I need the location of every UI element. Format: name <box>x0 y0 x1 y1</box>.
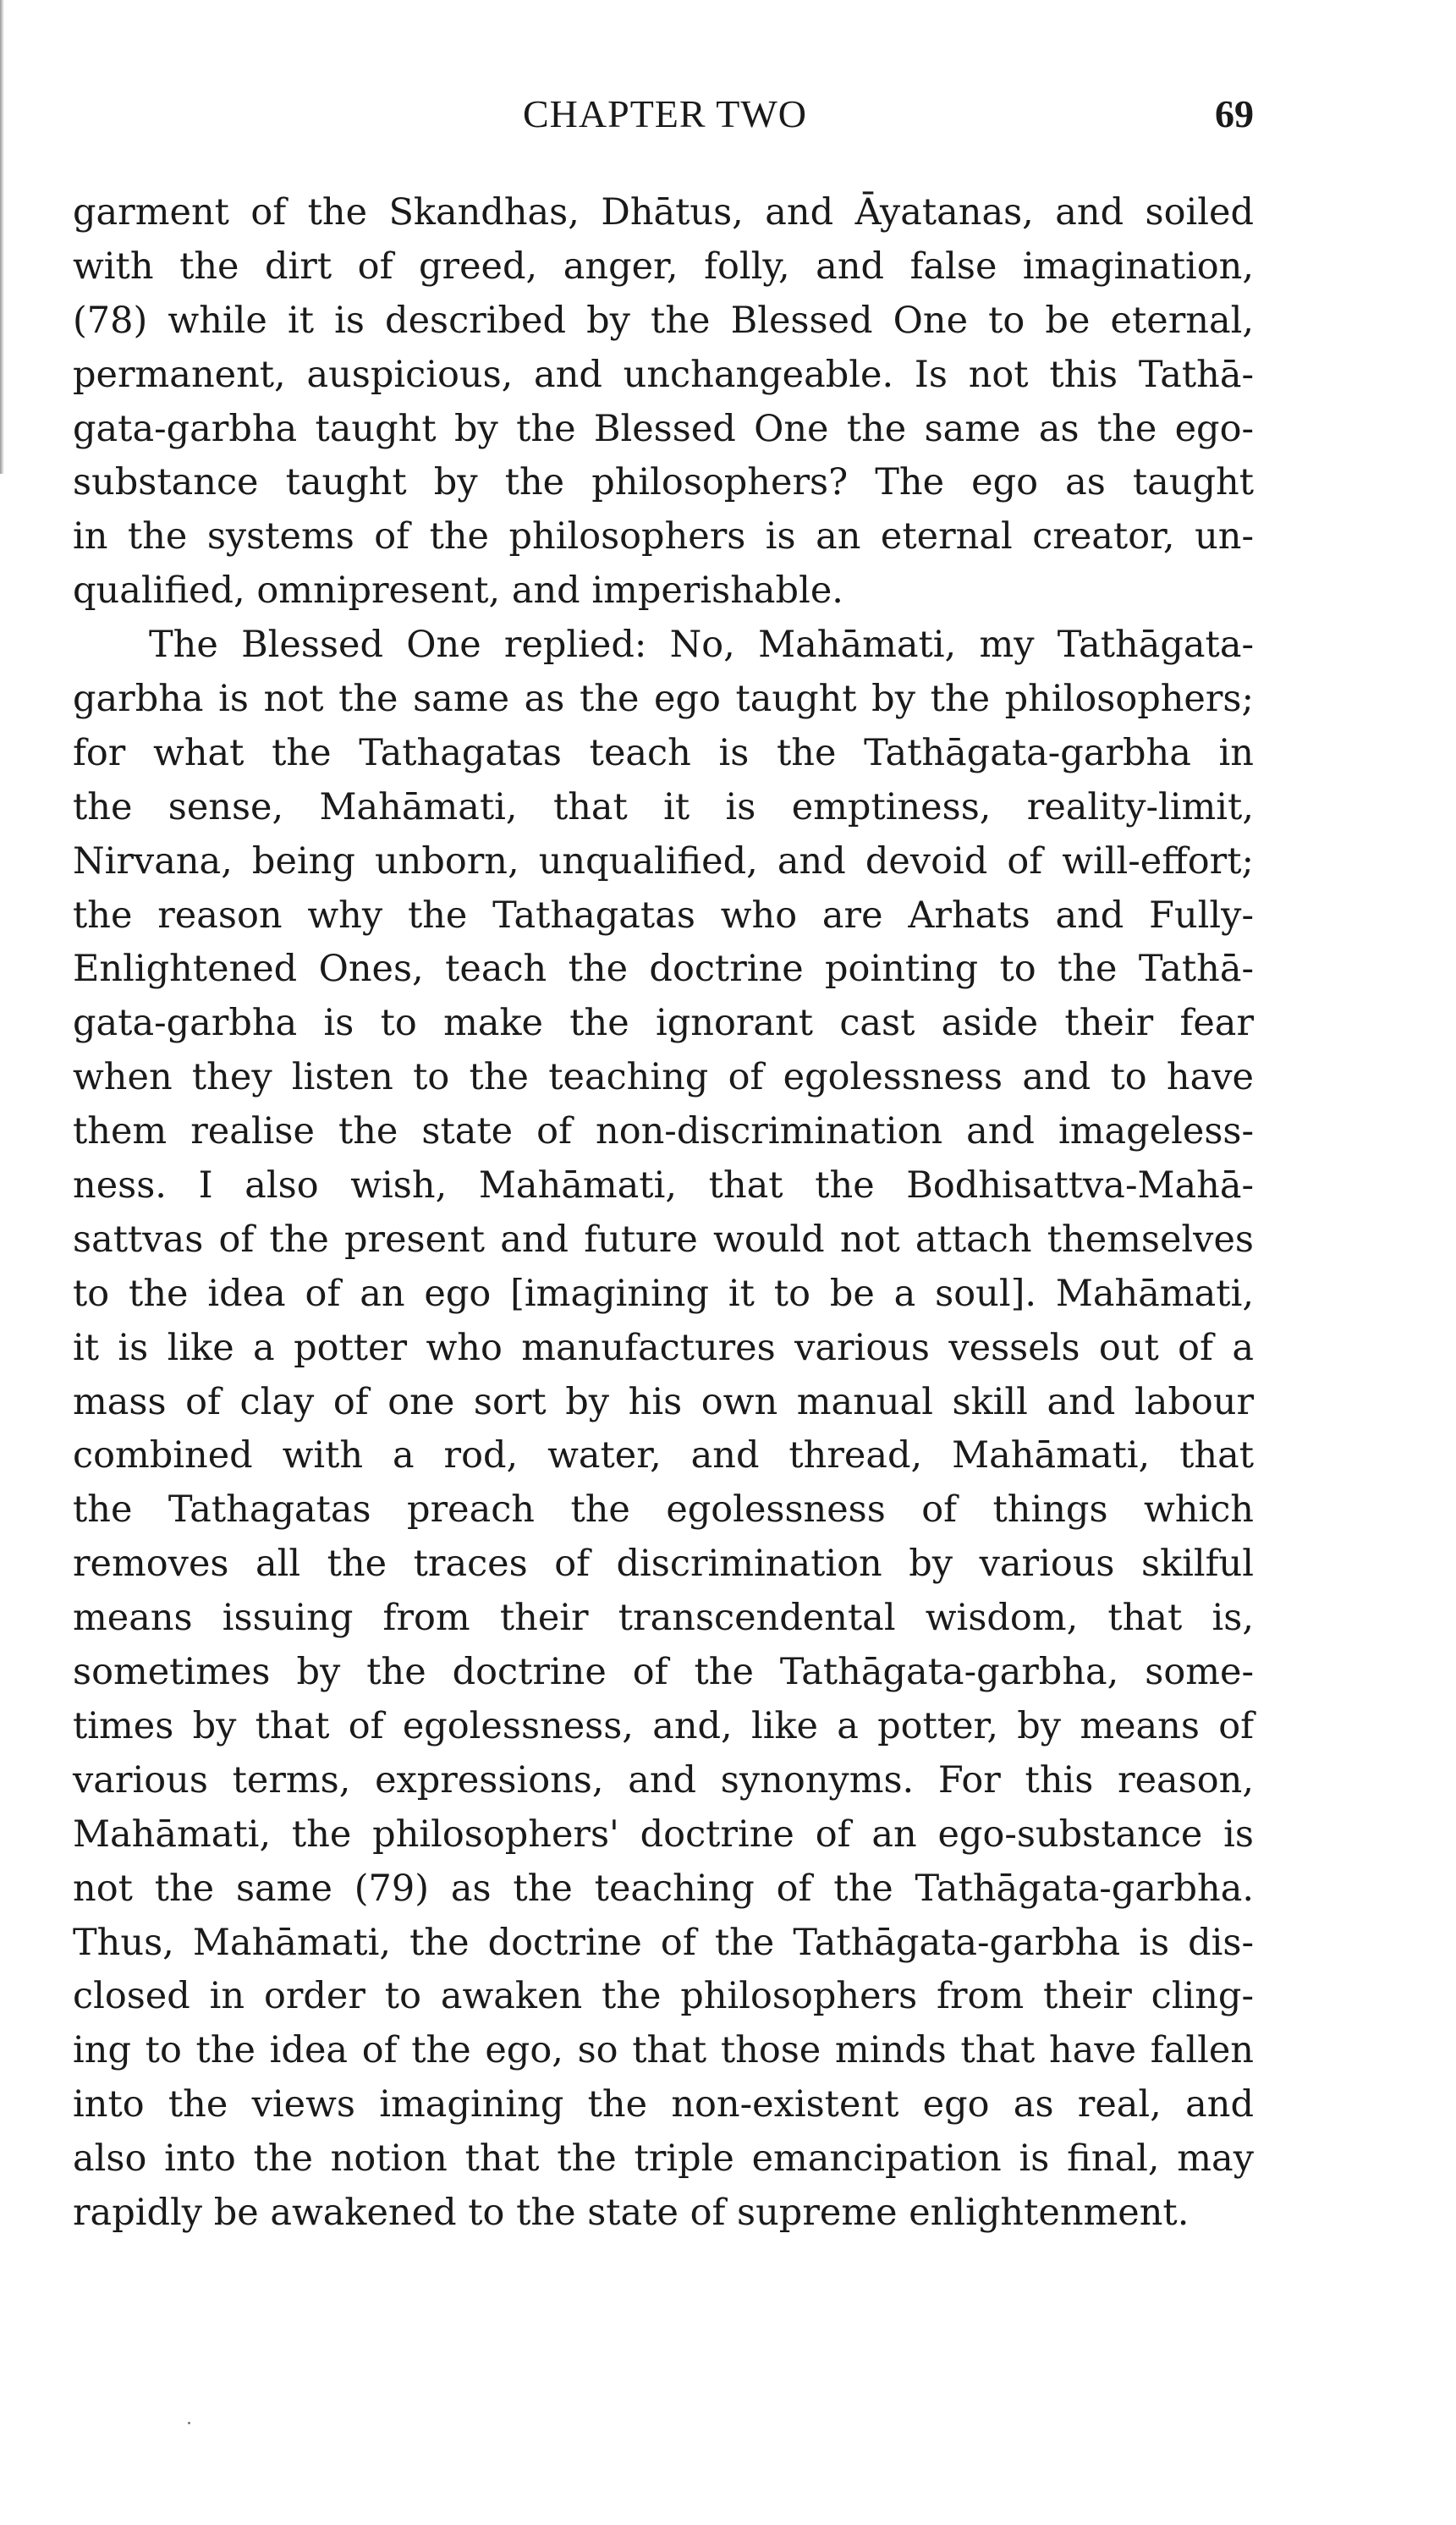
text-line: permanent, auspicious, and unchangeable. Is not this Tathā- <box>73 353 1254 396</box>
text-line: for what the Tathagatas teach is the Tathāgata-garbha in <box>73 731 1254 774</box>
chapter-title: CHAPTER TWO <box>523 92 807 135</box>
text-line: gata-garbha is to make the ignorant cast aside their fear <box>73 1002 1254 1045</box>
text-line: removes all the traces of discrimination by various skilful <box>73 1543 1254 1586</box>
text-line: when they listen to the teaching of egolessness and to have <box>73 1056 1254 1099</box>
text-line: garbha is not the same as the ego taught by the philosophers; <box>73 678 1254 721</box>
text-line: substance taught by the philosophers? The ego as taught <box>73 461 1254 504</box>
text-line: the Tathagatas preach the egolessness of things which <box>73 1488 1254 1532</box>
text-line: means issuing from their transcendental wisdom, that is, <box>73 1597 1254 1640</box>
binding-edge <box>0 0 4 474</box>
text-line: Nirvana, being unborn, unqualified, and devoid of will-effort; <box>73 839 1254 883</box>
text-line: to the idea of an ego [imagining it to be a soul]. Mahāmati, <box>73 1272 1254 1315</box>
text-line: Mahāmati, the philosophers' doctrine of an ego-substance is <box>73 1813 1254 1856</box>
text-line: times by that of egolessness, and, like a potter, by means of <box>73 1704 1254 1747</box>
text-line: in the systems of the philosophers is an eternal creator, un- <box>73 515 1254 558</box>
text-line: the sense, Mahāmati, that it is emptiness, reality-limit, <box>73 785 1254 828</box>
text-line: sattvas of the present and future would not attach themselves <box>73 1218 1254 1261</box>
text-line: also into the notion that the triple emancipation is final, may <box>73 2137 1254 2181</box>
text-line: garment of the Skandhas, Dhātus, and Āyatanas, and soiled <box>73 191 1254 234</box>
text-line: mass of clay of one sort by his own manual skill and labour <box>73 1380 1254 1423</box>
text-line: with the dirt of greed, anger, folly, and false imagination, <box>73 245 1254 288</box>
text-line: closed in order to awaken the philosophers from their cling- <box>73 1975 1254 2018</box>
text-line: ing to the idea of the ego, so that those minds that have fallen <box>73 2029 1254 2072</box>
text-line: combined with a rod, water, and thread, Mahāmati, that <box>73 1434 1254 1477</box>
print-speck <box>188 2422 190 2424</box>
paragraph <box>73 186 1254 619</box>
page-number: 69 <box>1215 92 1254 135</box>
text-line: Enlightened Ones, teach the doctrine pointing to the Tathā- <box>73 948 1254 991</box>
text-line: not the same (79) as the teaching of the Tathāgata-garbha. <box>73 1867 1254 1910</box>
running-head <box>76 89 1254 140</box>
text-line: sometimes by the doctrine of the Tathāgata-garbha, some- <box>73 1651 1254 1694</box>
text-line: it is like a potter who manufactures various vessels out of a <box>73 1326 1254 1369</box>
text-line: The Blessed One replied: No, Mahāmati, my Tathāgata- <box>149 624 1254 667</box>
text-line: them realise the state of non-discrimination and imageless- <box>73 1110 1254 1153</box>
text-line: various terms, expressions, and synonyms. For this reason, <box>73 1758 1254 1802</box>
text-line: into the views imagining the non-existent ego as real, and <box>73 2083 1254 2126</box>
text-line: qualified, omnipresent, and imperishable. <box>73 569 843 613</box>
text-line: (78) while it is described by the Blessed One to be eternal, <box>73 299 1254 342</box>
text-line: the reason why the Tathagatas who are Arhats and Fully- <box>73 894 1254 937</box>
text-line: Thus, Mahāmati, the doctrine of the Tathāgata-garbha is dis- <box>73 1921 1254 1964</box>
text-line: rapidly be awakened to the state of supreme enlightenment. <box>73 2191 1190 2234</box>
paragraph <box>73 619 1254 2241</box>
body-text <box>73 186 1254 2241</box>
text-line: ness. I also wish, Mahāmati, that the Bodhisattva-Mahā- <box>73 1164 1254 1207</box>
text-line: gata-garbha taught by the Blessed One the same as the ego- <box>73 407 1254 450</box>
